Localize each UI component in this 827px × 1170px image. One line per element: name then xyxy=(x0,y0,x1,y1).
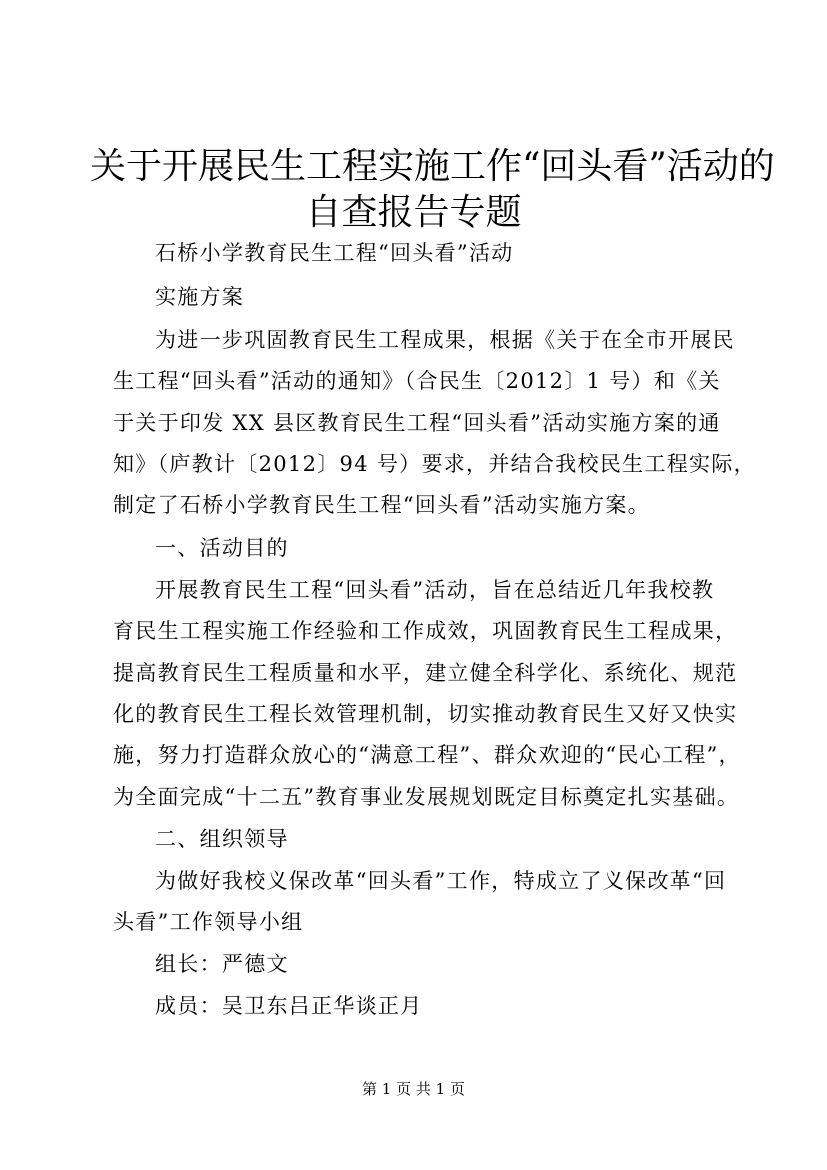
document-title-line-1: 关于开展民生工程实施工作“回头看”活动的 xyxy=(90,146,775,187)
paragraph-line: 生工程“回头看”活动的通知》（合民生〔2012〕1 号）和《关 xyxy=(113,369,721,393)
subtitle-plan: 实施方案 xyxy=(155,285,245,309)
paragraph-line: 知》（庐教计〔2012〕94 号）要求，并结合我校民生工程实际， xyxy=(113,452,756,476)
paragraph-line: 头看”工作领导小组 xyxy=(113,910,304,934)
paragraph-line: 为全面完成“十二五”教育事业发展规划既定目标奠定扎实基础。 xyxy=(113,785,740,809)
section-heading-2: 二、组织领导 xyxy=(155,827,289,851)
page-footer: 第 1 页 共 1 页 xyxy=(362,1080,465,1098)
section-heading-1: 一、活动目的 xyxy=(155,536,289,560)
paragraph-line: 制定了石桥小学教育民生工程“回头看”活动实施方案。 xyxy=(113,493,650,517)
paragraph-line: 化的教育民生工程长效管理机制，切实推动教育民生又好又快实 xyxy=(113,702,738,726)
paragraph-line: 开展教育民生工程“回头看”活动，旨在总结近几年我校教 xyxy=(155,578,715,602)
paragraph-line: 为做好我校义保改革“回头看”工作，特成立了义保改革“回 xyxy=(155,869,727,893)
paragraph-line: 育民生工程实施工作经验和工作成效，巩固教育民生工程成果， xyxy=(113,619,738,643)
group-members-line: 成员：吴卫东吕正华谈正月 xyxy=(155,994,423,1018)
paragraph-line: 施，努力打造群众放心的“满意工程”、群众欢迎的“民心工程”， xyxy=(113,743,741,767)
subtitle-school: 石桥小学教育民生工程“回头看”活动 xyxy=(155,241,514,265)
document-title-line-2: 自查报告专题 xyxy=(305,192,522,233)
group-leader-line: 组长：严德文 xyxy=(155,952,289,976)
paragraph-line: 为进一步巩固教育民生工程成果，根据《关于在全市开展民 xyxy=(155,328,735,352)
paragraph-line: 于关于印发 XX 县区教育民生工程“回头看”活动实施方案的通 xyxy=(113,411,721,435)
paragraph-line: 提高教育民生工程质量和水平，建立健全科学化、系统化、规范 xyxy=(113,661,738,685)
